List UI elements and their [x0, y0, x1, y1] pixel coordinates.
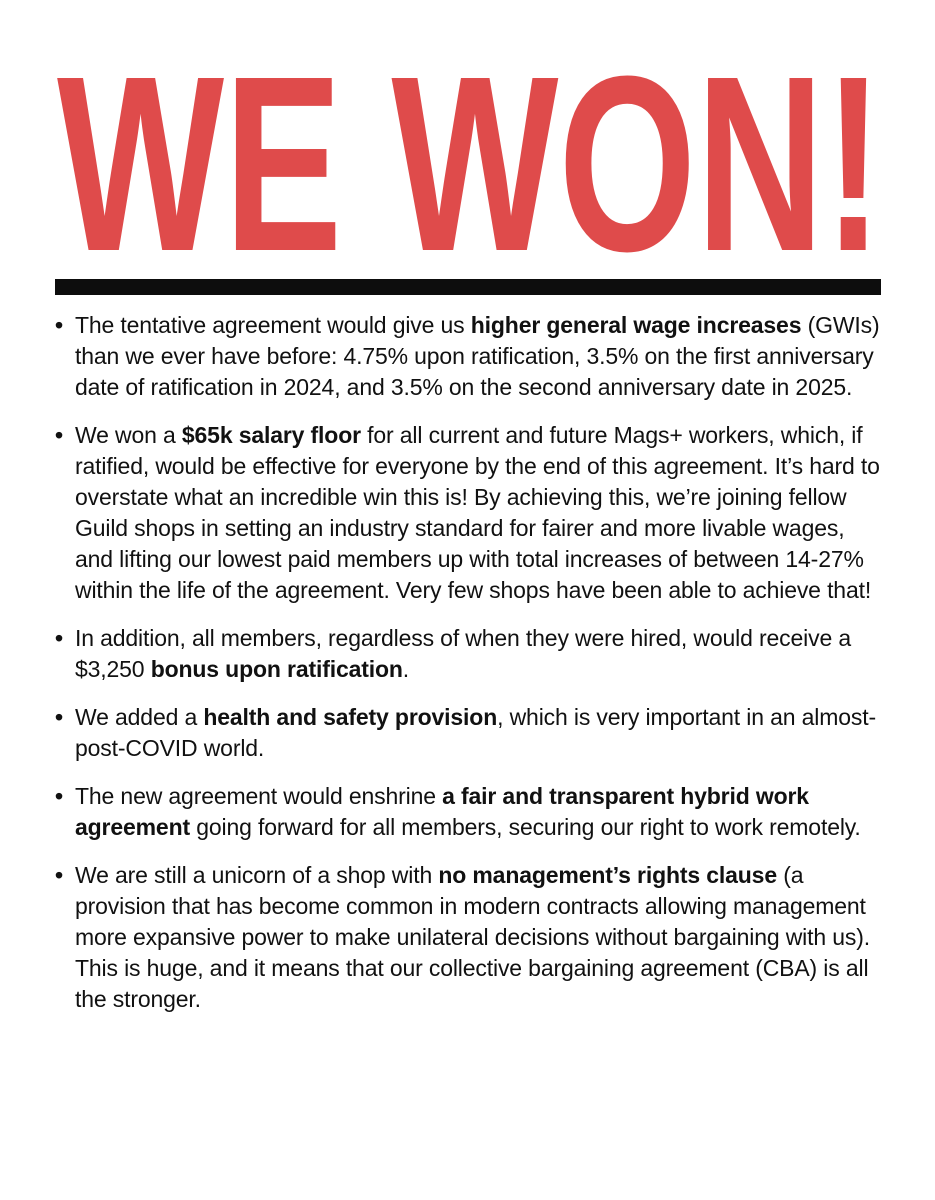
bullet-text: We added a [75, 704, 204, 730]
bullet-highlight: $65k salary floor [181, 422, 361, 448]
headline-text: WE WON! [57, 28, 883, 273]
bullet-text: The tentative agreement would give us [75, 312, 471, 338]
bullet-hybrid-work [55, 781, 885, 843]
bullet-list [55, 310, 885, 1032]
bullet-text: We won a [75, 422, 182, 448]
bullet-highlight: bonus upon ratification [150, 656, 403, 682]
divider-rule [55, 279, 881, 295]
bullet-highlight: higher general wage increases [470, 312, 802, 338]
bullet-text: We are still a unicorn of a shop with [75, 862, 439, 888]
bullet-wage-increases [55, 310, 885, 403]
bullet-salary-floor [55, 420, 885, 606]
bullet-text: . [402, 656, 410, 682]
bullet-text: for all current and future Mags+ workers, which, if ratified, would be effective for everyone by the end of this agreement. It’s hard to overstate what an incredible win this is! By achieving this, we’re joining fellow Guild shops in setting an industry standard for fairer and more livable wages, and lifting our lowest paid members up with total increases of between 14-27% within the life of the agreement. Very few shops have been able to achieve that! [75, 422, 880, 603]
bullet-text: (GWIs) than we ever have before: 4.75% upon ratification, 3.5% on the first anniversary date of ratification in 2024, and 3.5% on the second anniversary date in 2025. [75, 312, 880, 400]
bullet-text: going forward for all members, securing our right to work remotely. [189, 814, 861, 840]
bullet-ratification-bonus [55, 623, 885, 685]
bullet-management-rights [55, 860, 885, 1015]
bullet-health-safety [55, 702, 885, 764]
headline-graphic [55, 28, 885, 273]
bullet-text: , which is very important in an almost-post-COVID world. [75, 704, 877, 761]
bullet-highlight: a fair and transparent hybrid work agreement [75, 783, 809, 840]
bullet-text: The new agreement would enshrine [75, 783, 443, 809]
bullet-text: (a provision that has become common in modern contracts allowing management more expansive power to make unilateral decisions without bargaining with us). This is huge, and it means that our collective bargaining agreement (CBA) is all the stronger. [75, 862, 870, 1012]
bullet-highlight: health and safety provision [203, 704, 498, 730]
headline [55, 28, 885, 273]
bullet-highlight: no management’s rights clause [438, 862, 777, 888]
bullet-text: In addition, all members, regardless of when they were hired, would receive a $3,250 [75, 625, 851, 682]
